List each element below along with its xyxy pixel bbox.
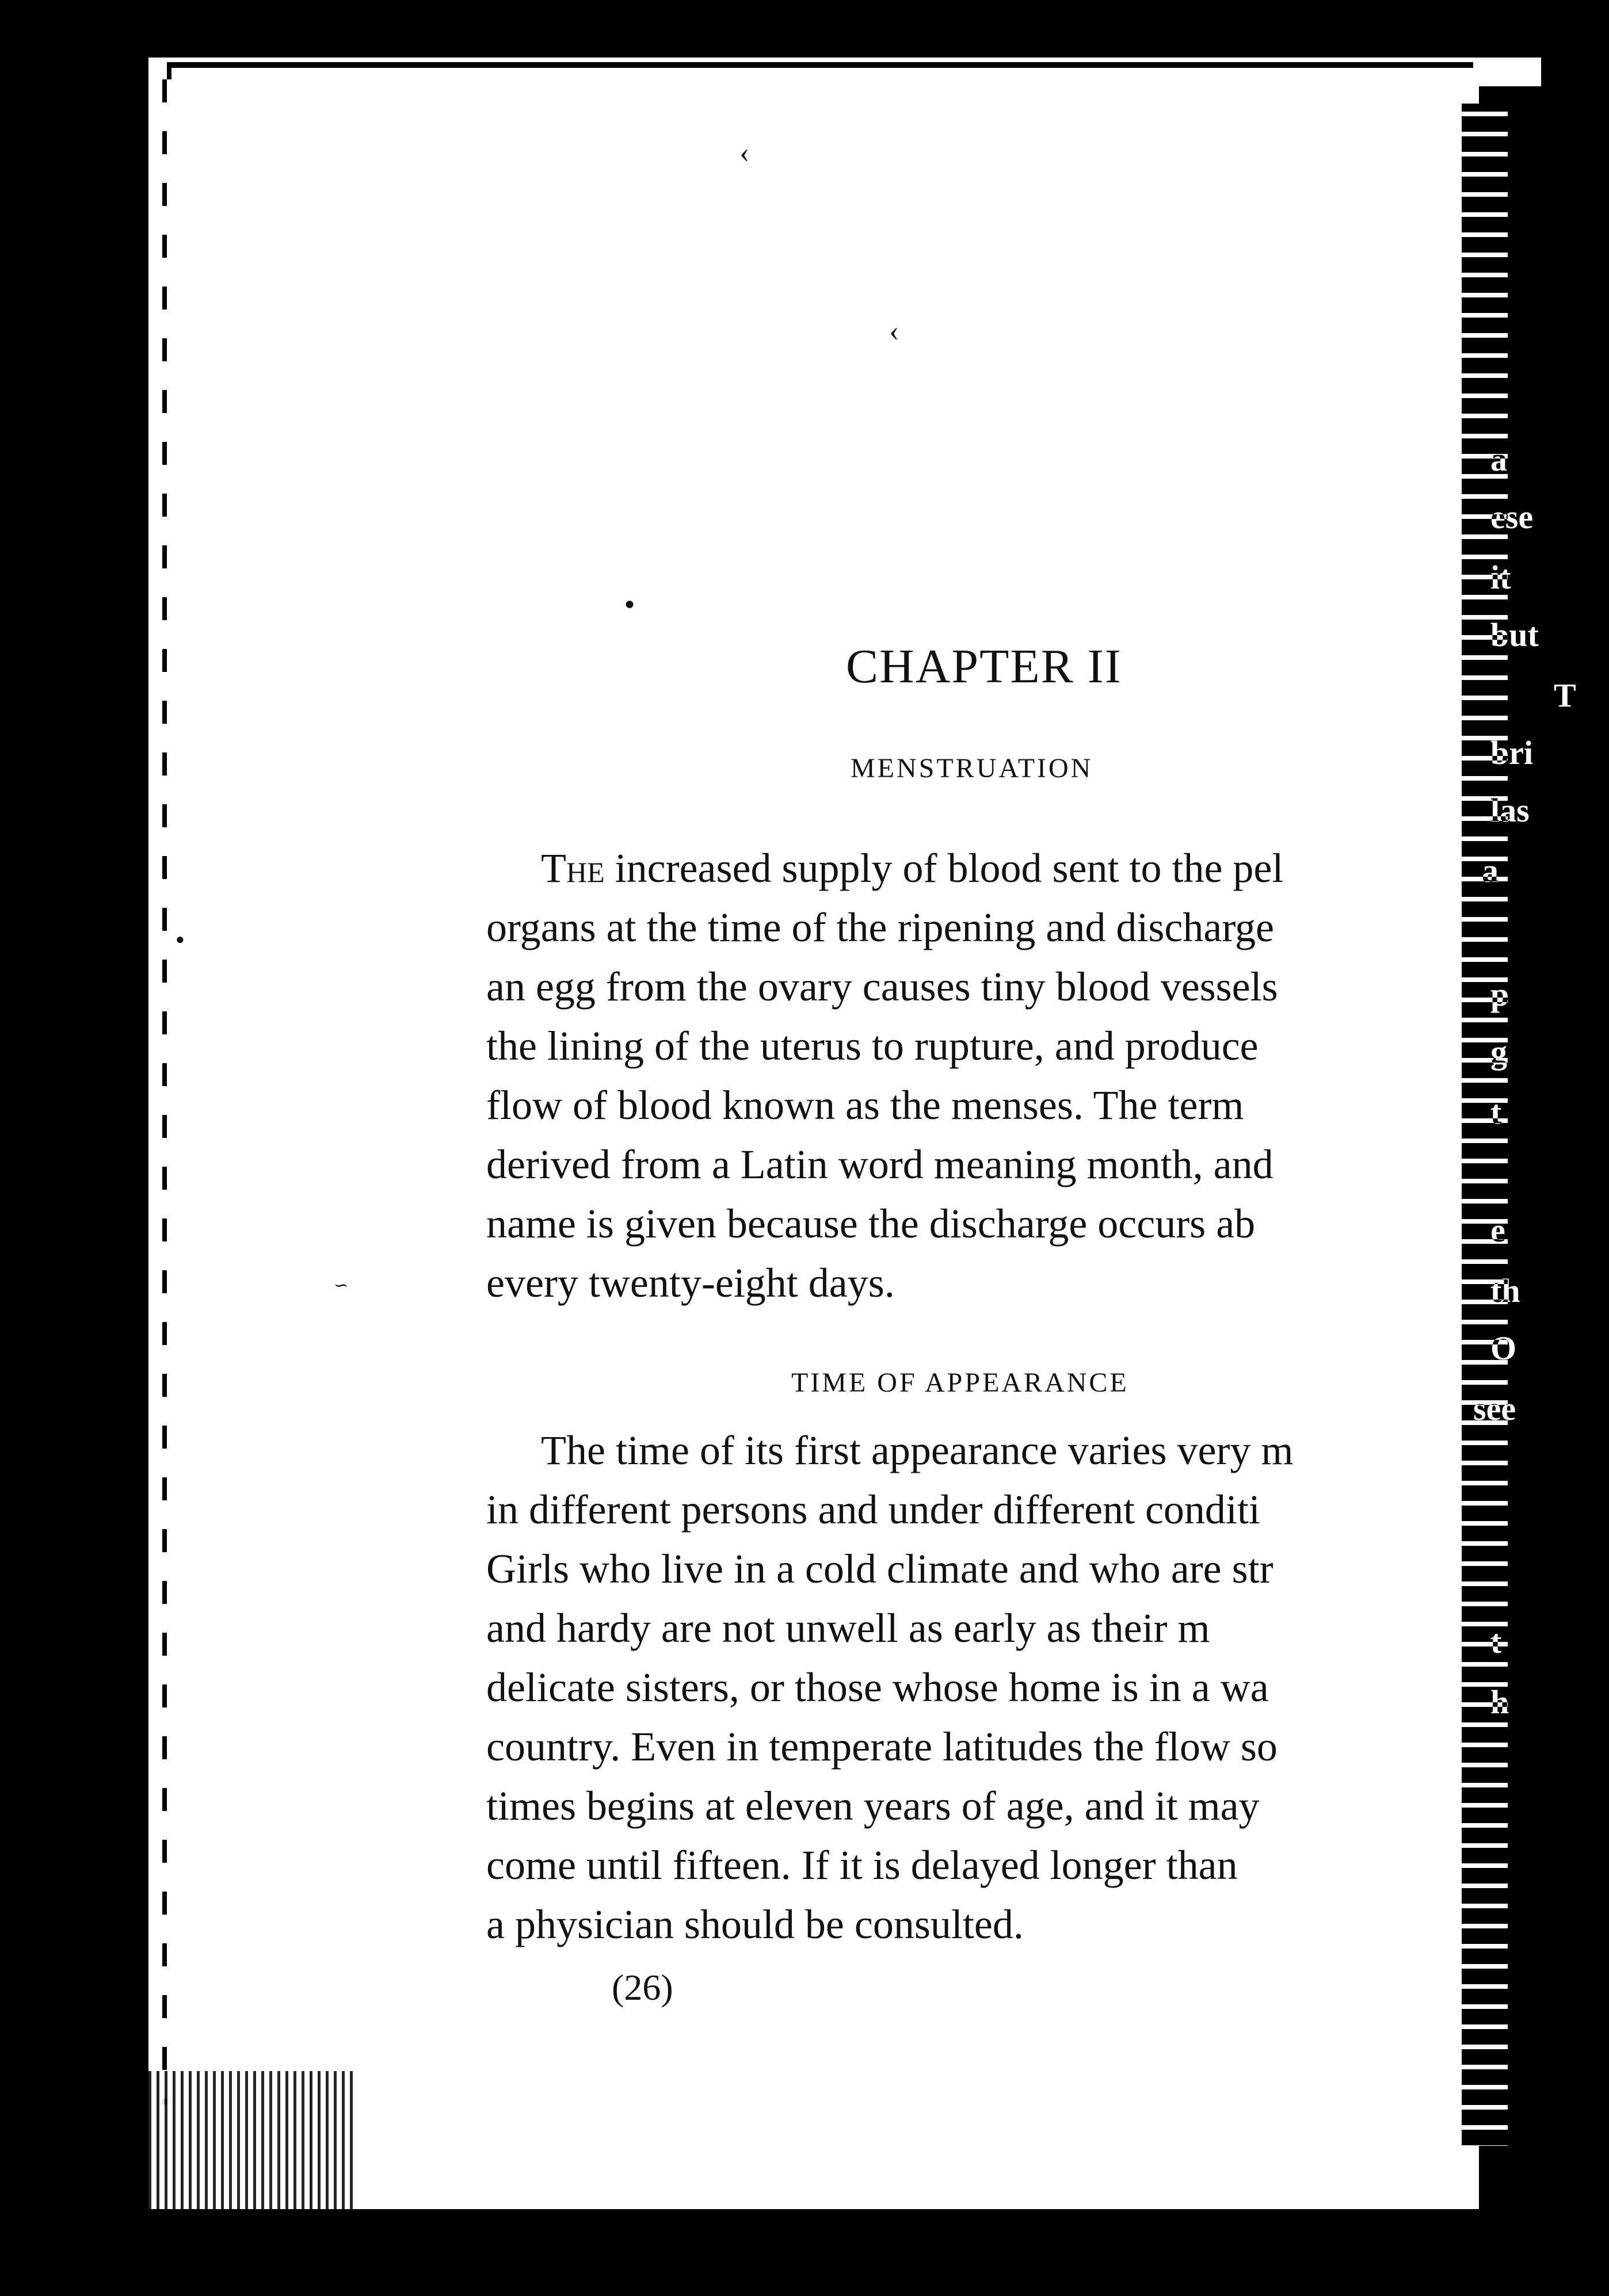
paragraph-time-of-appearance: [486, 1421, 1465, 1954]
ink-speck: ‹: [889, 315, 899, 347]
facing-fragment: p: [1490, 976, 1509, 1013]
section-title: MENSTRUATION: [851, 753, 1093, 784]
text-line: [486, 839, 1465, 898]
facing-fragment: a: [1490, 441, 1507, 478]
text-line: organs at the time of the ripening and discharge: [486, 904, 1274, 950]
text-line: come until fifteen. If it is delayed longer than: [486, 1842, 1238, 1888]
ink-speck: ●: [176, 931, 185, 948]
facing-fragment: las: [1490, 792, 1530, 829]
text-line: country. Even in temperate latitudes the flow so: [486, 1724, 1278, 1770]
ink-speck: ●: [624, 594, 635, 613]
facing-fragment: th: [1490, 1272, 1520, 1309]
text-line: times begins at eleven years of age, and it may: [486, 1783, 1260, 1829]
chapter-title: CHAPTER II: [846, 640, 1122, 693]
text-line: a physician should be consulted.: [486, 1901, 1024, 1947]
paragraph-menstruation: [486, 839, 1465, 1313]
text-line: in different persons and under different conditi: [486, 1487, 1260, 1533]
facing-fragment: t: [1490, 1094, 1502, 1131]
facing-fragment: bri: [1490, 734, 1534, 771]
text-line: name is given because the discharge occurs ab: [486, 1201, 1256, 1247]
facing-fragment: T: [1554, 677, 1576, 714]
text-line: flow of blood known as the menses. The term: [486, 1082, 1244, 1128]
text-line: Girls who live in a cold climate and who are str: [486, 1546, 1274, 1592]
text-line: derived from a Latin word meaning month, and: [486, 1141, 1274, 1187]
subsection-title: TIME OF APPEARANCE: [791, 1367, 1129, 1398]
facing-fragment: but: [1490, 616, 1539, 654]
text-line: the lining of the uterus to rupture, and produce: [486, 1023, 1259, 1069]
page-number: (26): [612, 1967, 673, 2008]
text-line: The time of its first appearance varies very m: [541, 1427, 1294, 1473]
text-line: every twenty-eight days.: [486, 1260, 895, 1306]
page-edge-left: [162, 79, 167, 2104]
page-edge-top: [167, 62, 1473, 79]
text-line: an egg from the ovary causes tiny blood vessels: [486, 964, 1278, 1010]
ink-speck: ‹: [739, 136, 750, 169]
facing-fragment: ese: [1490, 498, 1534, 536]
text-line: delicate sisters, or those whose home is in a wa: [486, 1664, 1269, 1710]
lead-word: The: [541, 845, 605, 891]
facing-fragment: see: [1473, 1390, 1516, 1427]
facing-fragment: O: [1490, 1330, 1517, 1367]
facing-fragment: h: [1490, 1683, 1509, 1721]
facing-fragment: a: [1482, 852, 1499, 889]
page-edge-texture: [148, 2071, 356, 2209]
line-text: increased supply of blood sent to the pel: [604, 845, 1284, 891]
facing-fragment: e: [1490, 1212, 1505, 1249]
ink-speck: ∽: [334, 1276, 349, 1295]
text-line: and hardy are not unwell as early as their m: [486, 1605, 1210, 1651]
facing-fragment: t: [1490, 1623, 1502, 1660]
facing-fragment: g: [1490, 1033, 1507, 1071]
facing-fragment: it: [1490, 559, 1511, 596]
